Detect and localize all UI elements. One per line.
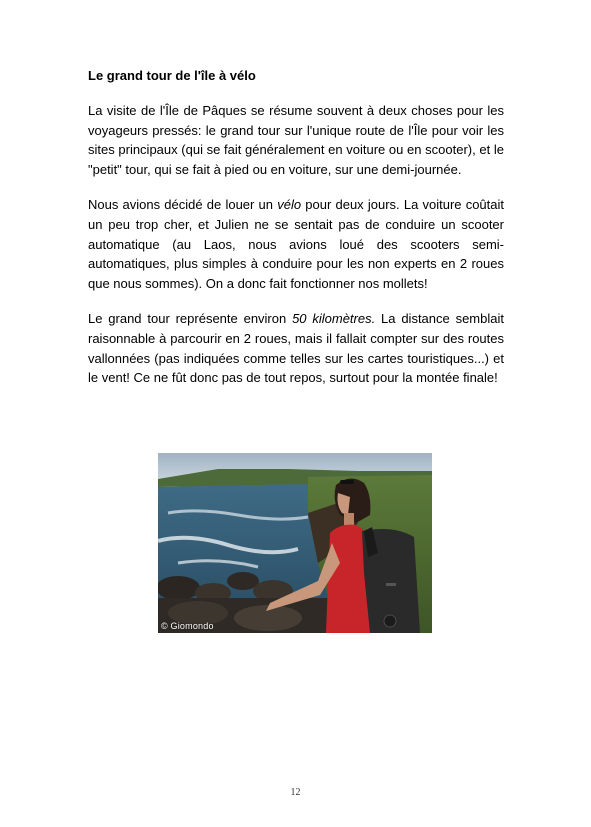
coastline-photo [158, 453, 432, 633]
paragraph-text: Nous avions décidé de louer un [88, 197, 278, 213]
paragraph-intro: La visite de l'Île de Pâques se résume souvent à deux choses pour les voyageurs pressés: le grand tour sur l'unique route de l'Île pour voir les sites principaux (qui se fait généralement en voiture ou en scooter), et le "petit" tour, qui se fait à pied ou en voiture, sur une demi-journée. [88, 103, 504, 177]
paragraph-text: La distance semblait raisonnable à parcourir en 2 roues, mais il fallait compter sur des routes vallonnées (pas indiquées comme telles sur les cartes touristiques...) et le vent! Ce ne fût donc pas de tout repos, surtout pour la montée finale! [88, 311, 504, 386]
paragraph-text: Le grand tour représente environ [88, 311, 293, 327]
paragraph-bike-rental [88, 195, 504, 293]
paragraph-text: pour deux jours. La voiture coûtait un peu trop cher, et Julien ne se sentait pas de conduire un scooter automatique (au Laos, nous avions loué des scooters semi-automatiques, plus simples à conduire pour les non experts en 2 roues que nous sommes). On a donc fait fonctionner nos mollets! [88, 197, 505, 291]
paragraph-distance [88, 309, 504, 387]
emphasis-text: vélo [277, 197, 302, 213]
section-heading: Le grand tour de l'île à vélo [88, 68, 256, 83]
photo-watermark: © Giomondo [161, 621, 214, 631]
article-body [88, 67, 504, 388]
page-number: 12 [290, 787, 301, 798]
emphasis-text: 50 kilomètres. [292, 311, 376, 327]
